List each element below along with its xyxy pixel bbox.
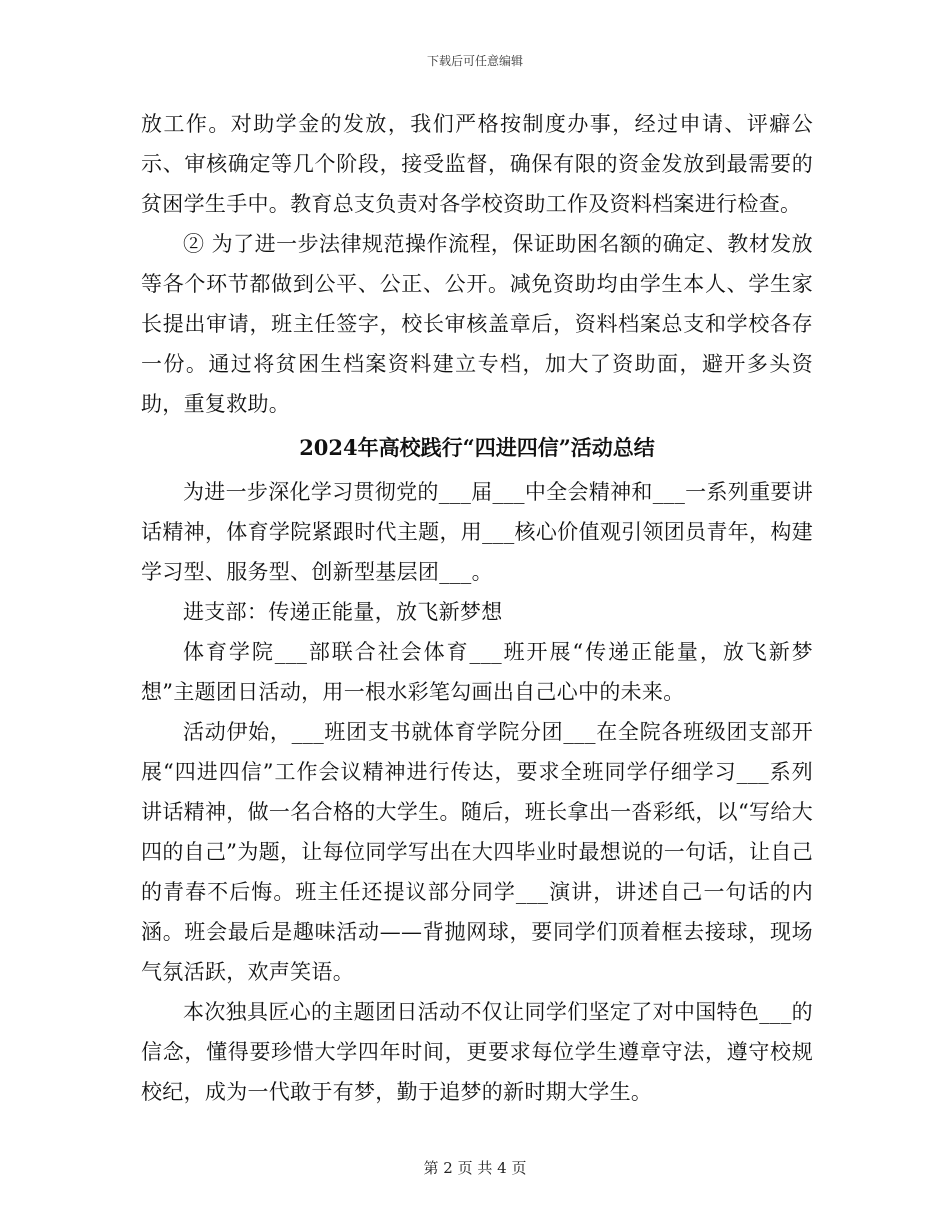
page-header: 下载后可任意编辑 [426,54,523,68]
document-body [141,104,813,1112]
paragraph-activity: 体育学院___部联合社会体育___班开展“传递正能量，放飞新梦想”主题团日活动，用一根水彩笔勾画出自己心中的未来。 [141,640,813,704]
section-title: 2024年高校践行“四进四信”活动总结 [299,435,655,460]
page-number: 第 2 页 共 4 页 [423,1159,527,1177]
paragraph-details: 活动伊始，___班团支书就体育学院分团___在全院各班级团支部开展“四进四信”工作会议精神进行传达，要求全班同学仔细学习___系列讲话精神，做一名合格的大学生。随后，班长拿出一沓彩纸，以“写给大四的自己”为题，让每位同学写出在大四毕业时最想说的一句话，让自己的青春不后悔。班主任还提议部分同学___演讲，讲述自己一句话的内涵。班会最后是趣味活动——背抛网球，要同学们顶着框去接球，现场气氛活跃，欢声笑语。 [141,720,813,984]
paragraph-subheading: 进支部：传递正能量，放飞新梦想 [183,600,503,624]
paragraph-intro: 为进一步深化学习贯彻党的___届___中全会精神和___一系列重要讲话精神，体育学院紧跟时代主题，用___核心价值观引领团员青年，构建学习型、服务型、创新型基层团___。 [141,480,813,584]
paragraph-continued: 放工作。对助学金的发放，我们严格按制度办事，经过申请、评癖公示、审核确定等几个阶段，接受监督，确保有限的资金发放到最需要的贫困学生手中。教育总支负责对各学校资助工作及资料档案进行检查。 [141,112,813,216]
paragraph-conclusion: 本次独具匠心的主题团日活动不仅让同学们坚定了对中国特色___的信念，懂得要珍惜大学四年时间，更要求每位学生遵章守法，遵守校规校纪，成为一代敢于有梦，勤于追梦的新时期大学生。 [141,1000,813,1104]
paragraph-item-2: ② 为了进一步法律规范操作流程，保证助困名额的确定、教材发放等各个环节都做到公平、公正、公开。减免资助均由学生本人、学生家长提出审请，班主任签字，校长审核盖章后，资料档案总支和学校各存一份。通过将贫困生档案资料建立专档，加大了资助面，避开多头资助，重复救助。 [141,232,813,416]
